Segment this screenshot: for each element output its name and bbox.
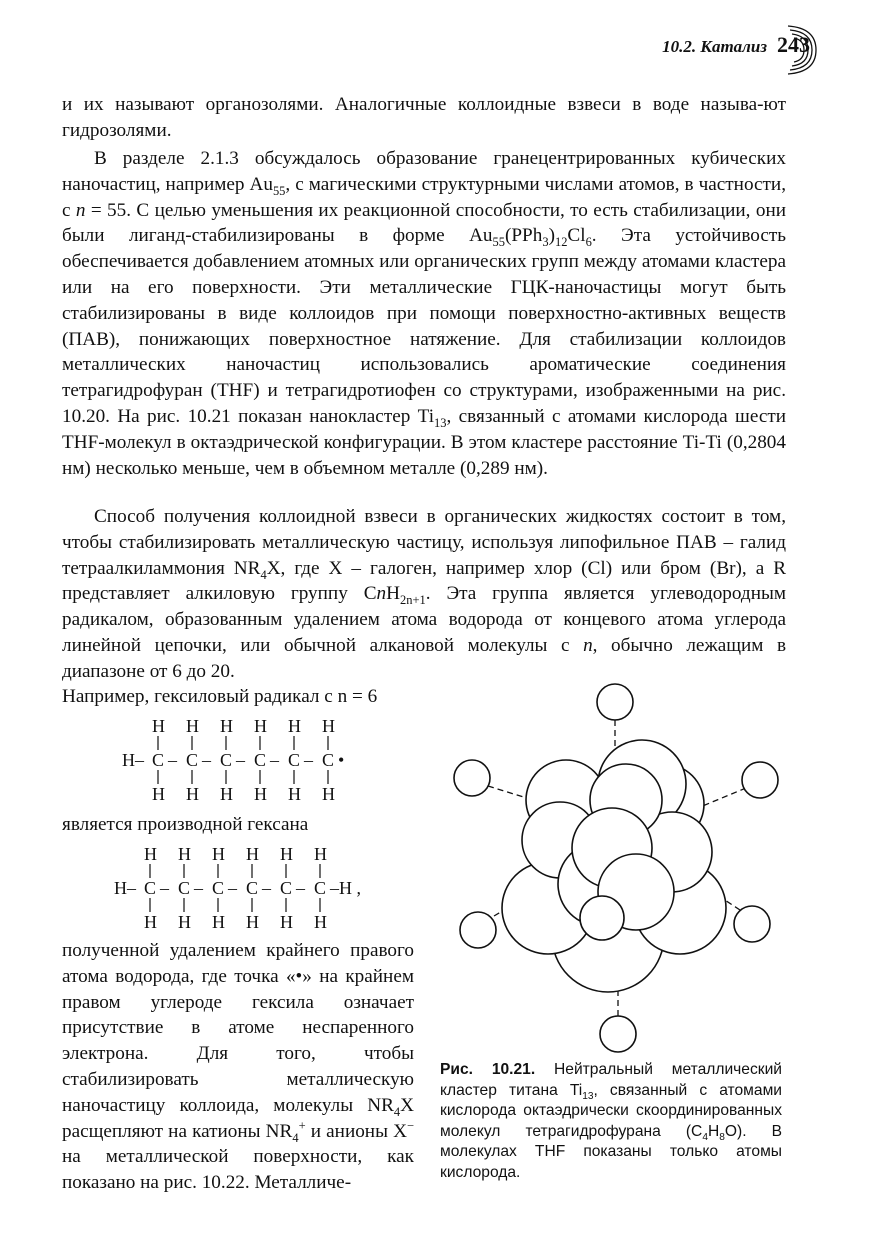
svg-text:H: H xyxy=(152,716,165,736)
svg-text:–: – xyxy=(228,878,237,898)
svg-text:H: H xyxy=(152,784,165,804)
svg-text:H: H xyxy=(280,912,293,932)
svg-text:H: H xyxy=(288,716,301,736)
ti-atom xyxy=(580,896,624,940)
svg-text:C: C xyxy=(212,878,225,898)
paragraph-5: полученной удалением крайнего правого атома водорода, где точка «•» на крайнем правом углероде гексила означает присутствие в атоме неспаренного электрона. Для того, чтобы стабилизировать металлическую наночастицу коллоида, молекулы $NR_4X$ расщепляют на катионы $NR_4^+$ и анионы X− на металлической поверхности, как показано на рис. 10.22. Металличе- xyxy=(62,940,414,1194)
svg-text:–: – xyxy=(168,750,177,770)
svg-text:C: C xyxy=(254,750,267,770)
oxygen-atom xyxy=(597,684,633,720)
ti13-cluster-figure xyxy=(440,680,780,1060)
oxygen-atom xyxy=(600,1016,636,1052)
svg-text:H–: H– xyxy=(122,750,144,770)
section-title: 10.2. Катализ xyxy=(662,37,767,56)
svg-text:H: H xyxy=(144,844,157,864)
svg-text:H: H xyxy=(186,784,199,804)
svg-text:C: C xyxy=(280,878,293,898)
svg-text:–: – xyxy=(304,750,313,770)
svg-text:C: C xyxy=(220,750,233,770)
page-corner-ornament-icon xyxy=(786,20,820,80)
svg-text:–: – xyxy=(202,750,211,770)
paragraph-4: является производной гексана xyxy=(62,814,309,835)
svg-text:H: H xyxy=(220,716,233,736)
svg-text:C: C xyxy=(246,878,259,898)
oxygen-atom xyxy=(734,906,770,942)
svg-text:H: H xyxy=(322,784,335,804)
hexane-formula xyxy=(100,842,370,937)
hexyl-radical-formula xyxy=(122,714,362,809)
svg-text:H: H xyxy=(212,844,225,864)
svg-text:–: – xyxy=(270,750,279,770)
oxygen-atom xyxy=(742,762,778,798)
svg-text:H: H xyxy=(322,716,335,736)
svg-text:H: H xyxy=(254,784,267,804)
svg-text:H: H xyxy=(314,912,327,932)
svg-text:H: H xyxy=(246,912,259,932)
oxygen-atom xyxy=(460,912,496,948)
svg-text:H: H xyxy=(246,844,259,864)
svg-text:H: H xyxy=(186,716,199,736)
svg-text:–: – xyxy=(262,878,271,898)
svg-text:H: H xyxy=(288,784,301,804)
svg-text:H: H xyxy=(220,784,233,804)
svg-text:C: C xyxy=(186,750,199,770)
svg-text:H: H xyxy=(144,912,157,932)
svg-text:C: C xyxy=(288,750,301,770)
svg-text:•: • xyxy=(338,750,345,770)
svg-text:H: H xyxy=(178,912,191,932)
svg-text:H: H xyxy=(314,844,327,864)
svg-text:–: – xyxy=(236,750,245,770)
svg-text:C: C xyxy=(322,750,335,770)
svg-text:C: C xyxy=(178,878,191,898)
svg-text:C: C xyxy=(314,878,327,898)
paragraph-2: Способ получения коллоидной взвеси в органических жидкостях состоит в том, чтобы стабилизировать металлическую частицу, используя липофильное ПАВ – галид тетраалкиламмония $NR_4X$, где X – галоген, например хлор (Cl) или бром (Br), а R представляет алкиловую группу CnH$_{2n+1}$. Эта группа является углеводородным радикалом, образованным удалением атома водорода от концевого атома углерода линейной цепочки, или обычной алкановой молекулы с n, обычно лежащим в диапазоне от 6 до 20. xyxy=(62,506,787,682)
paragraph-0: и их называют органозолями. Аналогичные коллоидные взвеси в воде называ-ют гидрозолями. xyxy=(62,94,786,141)
page-number: 243 xyxy=(777,32,810,57)
svg-text:H: H xyxy=(178,844,191,864)
oxygen-atom xyxy=(454,760,490,796)
paragraph-3: Например, гексиловый радикал с n = 6 xyxy=(62,686,378,707)
svg-text:–: – xyxy=(296,878,305,898)
hexane-structure-diagram xyxy=(100,842,370,932)
svg-text:–H ,: –H , xyxy=(330,878,361,898)
figure-caption: Рис. 10.21. Нейтральный металлический кластер титана $Ti_{13}$, связанный с атомами кислорода октаэдрически скоординированных молекул тетрагидрофурана $(C_4H_8O)$. В молекулах THF показаны только атомы кислорода. xyxy=(440,1061,783,1181)
paragraph-1: В разделе 2.1.3 обсуждалось образование гранецентрированных кубических наночастиц, например $Au_{55}$, с магическими структурными числами атомов, в частности, с n = 55. С целью уменьшения их реакционной способности, то есть стабилизации, они были лиганд-стабилизированы в форме $Au_{55}(PPh_3)_{12}Cl_6$. Эта устойчивость обеспечивается добавлением атомных или органических групп между атомами кластера или на его поверхности. Эти металлические ГЦК-наночастицы могут быть стабилизированы в виде коллоидов при помощи поверхностно-активных веществ (ПАВ), понижающих поверхностное натяжение. Для стабилизации коллоидов металлических наночастиц использовались ароматические соединения тетрагидрофуран (THF) и тетрагидротиофен со структурами, изображенными на рис. 10.20. На рис. 10.21 показан нанокластер $Ti_{13}$, связанный с атомами кислорода шести THF-молекул в октаэдрической конфигурации. В этом кластере расстояние Ti-Ti (0,2804 нм) несколько меньше, чем в объемном металле (0,289 нм). xyxy=(62,148,786,479)
svg-text:H–: H– xyxy=(114,878,136,898)
svg-text:H: H xyxy=(212,912,225,932)
svg-text:C: C xyxy=(152,750,165,770)
svg-text:C: C xyxy=(144,878,157,898)
svg-text:–: – xyxy=(160,878,169,898)
svg-text:–: – xyxy=(194,878,203,898)
svg-text:H: H xyxy=(254,716,267,736)
hexyl-structure-diagram xyxy=(122,714,362,804)
svg-text:H: H xyxy=(280,844,293,864)
